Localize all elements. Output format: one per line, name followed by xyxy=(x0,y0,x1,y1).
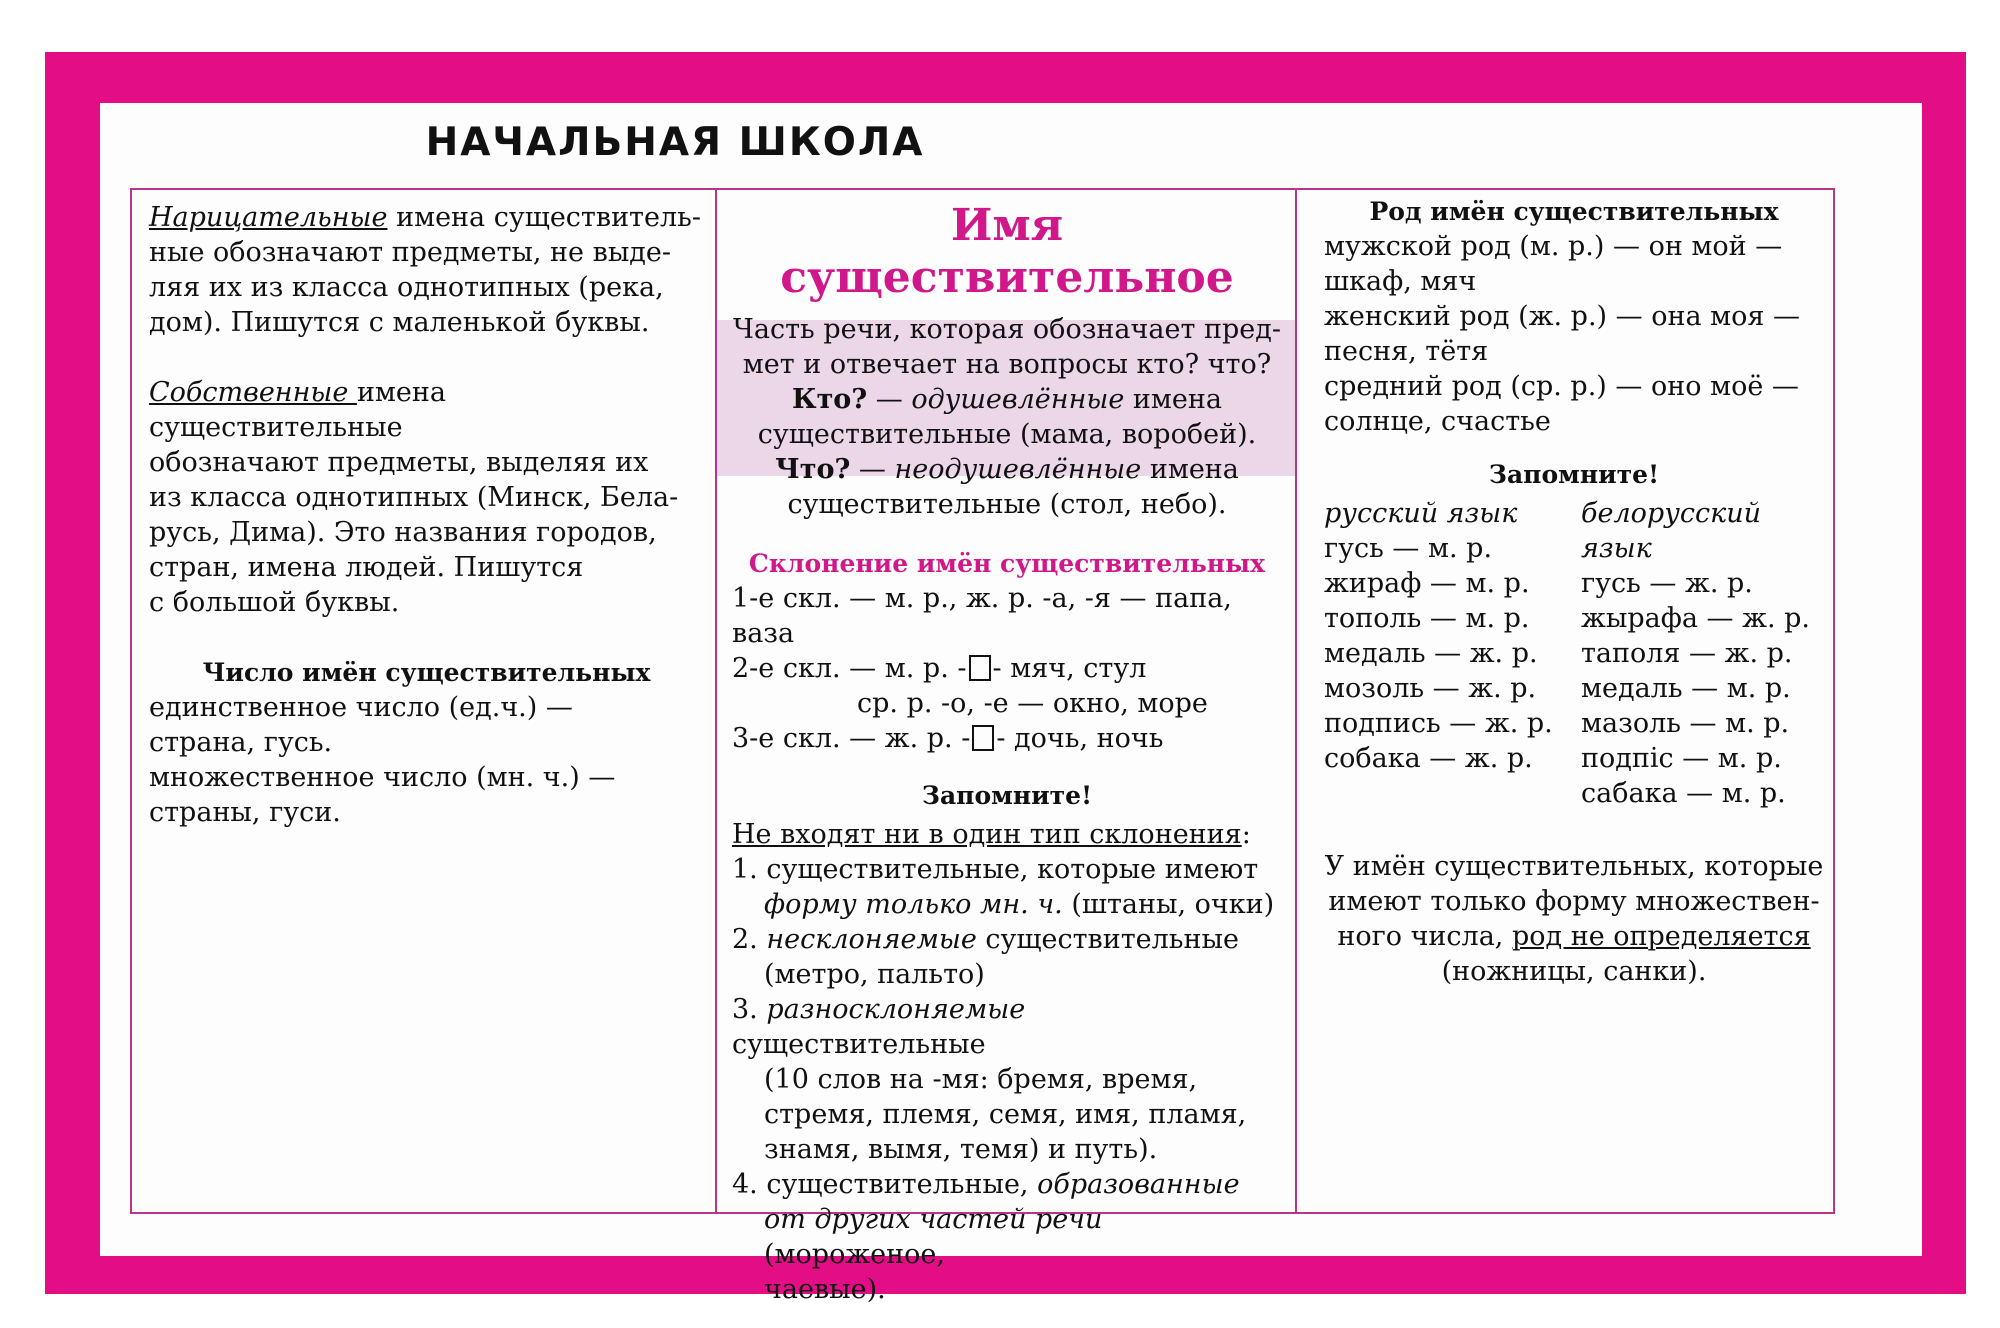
remember-heading: Запомните! xyxy=(921,781,1093,810)
common-nouns-term: Нарицательные xyxy=(149,202,388,233)
column-left: Нарицательные имена существитель- ные обозначают предметы, не выде- ляя их из класса однотипных (река, дом). Пишутся с маленькой буквы. Собственные имена существительные обозначают предметы, выделяя их из класса однотипных (Минск, Бела- русь, Дима). Это названия городов, стран, имена людей. Пишутся с большой буквы. Число имён существительных единственное число (ед.ч.) — страна, гусь. множественное число (мн. ч.) — страны, гуси. xyxy=(149,200,704,830)
number-heading: Число имён существительных xyxy=(202,658,651,687)
column-divider-2 xyxy=(1295,190,1297,1212)
proper-nouns-term: Собственные xyxy=(149,377,357,408)
proper-nouns-text: Собственные имена существительные xyxy=(149,377,447,443)
declension-heading: Склонение имён существительных xyxy=(748,549,1266,578)
common-nouns-text: Нарицательные имена существитель- xyxy=(149,202,701,233)
zero-ending-box xyxy=(972,725,994,751)
none-heading: Не входят ни в один тип склонения: xyxy=(732,819,1251,850)
content-table xyxy=(130,188,1835,1305)
russian-column: русский язык гусь — м. р. жираф — м. р. тополь — м. р. медаль — ж. р. мозоль — ж. р. подпись — ж. р. собака — ж. р. xyxy=(1324,498,1553,774)
main-title: Имя существительное xyxy=(780,200,1234,303)
declension-3: 3-е скл. — ж. р. - - дочь, ночь xyxy=(732,723,1164,754)
animate-line: Кто? — одушевлённые имена xyxy=(792,384,1222,415)
language-comparison xyxy=(1324,496,1824,811)
gender-heading: Род имён существительных xyxy=(1369,197,1779,226)
declension-2: 2-е скл. — м. р. - - мяч, стул xyxy=(732,653,1147,684)
remember-heading-right: Запомните! xyxy=(1488,460,1660,489)
column-center: Имя существительное Часть речи, которая обозначает пред- мет и отвечает на вопросы кто? что? Кто? — одушевлённые имена существительные (мама, воробей). Что? — неодушевлённые имена существительные (стол, небо). Склонение имён существительных 1-е скл. — м. р., ж. р. -а, -я — папа, ваза 2-е скл. — м. р. - - мяч, стул ср. р. -о, -е — окно, море 3-е скл. — ж. р. - - дочь, ночь Запомните! Не входят ни в один тип склонения: 1. существительные, которые имеют форму только мн. ч. (штаны, очки) 2. несклоняемые существительные (метро, пальто) 3. разносклоняемые существительные (10 слов на -мя: бремя, время, стремя, племя, семя, имя, пламя, знамя, вымя, темя) и путь). 4. существительные, образованные от других частей речи (мороженое, чаевые). xyxy=(732,200,1281,1305)
belarusian-column: белорусский язык гусь — ж. р. жырафа — ж. р. таполя — ж. р. медаль — м. р. мазоль — м. р. подпіс — м. р. сабака — м. р. xyxy=(1581,498,1810,809)
inanimate-line: Что? — неодушевлённые имена xyxy=(775,454,1239,485)
zero-ending-box xyxy=(969,655,991,681)
column-right: Род имён существительных мужской род (м. р.) — он мой — шкаф, мяч женский род (ж. р.) — она моя — песня, тётя средний род (ср. р.) — оно моё — солнце, счастье Запомните! русский язык гусь — м. р. жираф — м. р. тополь — м. р. медаль — ж. р. мозоль — ж. р. подпись — ж. р. собака — ж. р. белорусский язык гусь — ж. р. жырафа — ж. р. таполя — ж. р. медаль — м. р. мазоль — м. р. подпіс — м. р. сабака — м. р. У имён существительных, которые имеют только форму множествен- ного числа, род не определяется (ножницы, санки). xyxy=(1324,194,1824,989)
header-title: НАЧАЛЬНАЯ ШКОЛА xyxy=(425,120,925,165)
